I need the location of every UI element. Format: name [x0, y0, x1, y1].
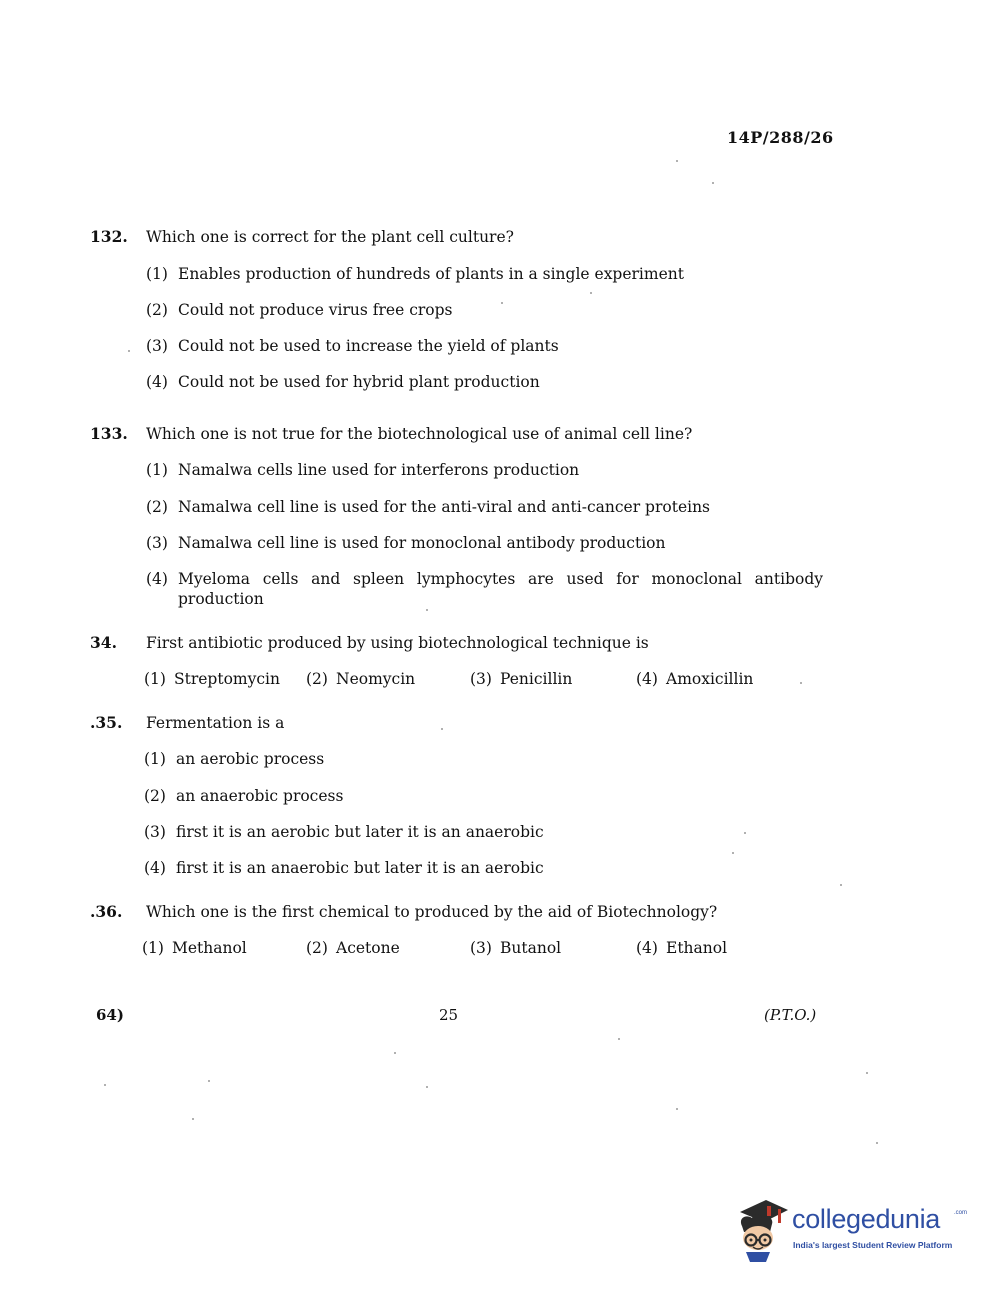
- option: [144, 822, 824, 842]
- option: [636, 669, 753, 689]
- option-number: (4): [144, 859, 166, 877]
- option-text: Acetone: [336, 939, 400, 957]
- option: [146, 460, 826, 480]
- option-number: (1): [146, 265, 168, 283]
- option: [636, 938, 727, 958]
- option-text: Amoxicillin: [666, 670, 754, 688]
- option-text: Ethanol: [666, 939, 728, 957]
- footer-code: 64): [96, 1006, 124, 1024]
- option-number: (3): [146, 534, 168, 552]
- option: [142, 938, 247, 958]
- question-text: Which one is not true for the biotechnological use of animal cell line?: [146, 425, 693, 443]
- option: [144, 749, 824, 769]
- brand-name: collegedunia: [792, 1204, 941, 1234]
- question-text: Which one is the first chemical to produced by the aid of Biotechnology?: [146, 903, 718, 921]
- option-number: (4): [146, 373, 168, 391]
- option-text: Streptomycin: [174, 670, 280, 688]
- option-text: Namalwa cell line is used for monoclonal antibody production: [178, 534, 666, 552]
- option-number: (3): [144, 823, 166, 841]
- option: [144, 786, 824, 806]
- option-number: (3): [146, 337, 168, 355]
- option-text: Could not be used for hybrid plant production: [178, 373, 540, 391]
- option-number: (2): [306, 670, 328, 688]
- option-number: (2): [306, 939, 328, 957]
- question-number: 133.: [90, 424, 128, 443]
- page-number: 25: [439, 1006, 459, 1024]
- option: [146, 372, 826, 392]
- question-number: .35.: [90, 713, 123, 732]
- option-number: (2): [146, 301, 168, 319]
- scan-speck: [501, 302, 503, 304]
- option-text: first it is an anaerobic but later it is an aerobic: [176, 859, 544, 877]
- option: [146, 300, 826, 320]
- scan-speck: [732, 852, 734, 854]
- question-number: .36.: [90, 902, 123, 921]
- option: [470, 938, 561, 958]
- option: [146, 533, 826, 553]
- option-text: Penicillin: [500, 670, 573, 688]
- paper-code: 14P/288/26: [727, 128, 834, 147]
- scan-speck: [394, 1052, 396, 1054]
- option-text: Could not be used to increase the yield of plants: [178, 337, 559, 355]
- option-text: first it is an aerobic but later it is an anaerobic: [176, 823, 544, 841]
- brand-tagline: India's largest Student Review Platform: [793, 1240, 953, 1250]
- option-number: (4): [636, 939, 658, 957]
- scan-speck: [840, 884, 842, 886]
- option-number: (1): [144, 670, 166, 688]
- option-text: an anaerobic process: [176, 787, 344, 805]
- option-number: (1): [146, 461, 168, 479]
- option: [144, 858, 824, 878]
- option-text: Enables production of hundreds of plants in a single experiment: [178, 265, 684, 283]
- option-text: Butanol: [500, 939, 562, 957]
- option: [146, 336, 826, 356]
- collegedunia-logo: [736, 1196, 966, 1266]
- option-number: (1): [144, 750, 166, 768]
- option: [470, 669, 572, 689]
- question-number: 34.: [90, 633, 117, 652]
- scan-speck: [676, 1108, 678, 1110]
- scan-speck: [441, 728, 443, 730]
- option-number: (2): [144, 787, 166, 805]
- option-text: Could not produce virus free crops: [178, 301, 453, 319]
- scan-speck: [866, 1072, 868, 1074]
- question-text: First antibiotic produced by using biotechnological technique is: [146, 634, 649, 652]
- option: [146, 569, 826, 609]
- question-text: Fermentation is a: [146, 714, 285, 732]
- scan-speck: [712, 182, 714, 184]
- option: [146, 264, 826, 284]
- option-number: (1): [142, 939, 164, 957]
- scan-speck: [192, 1118, 194, 1120]
- brand-suffix: .com: [954, 1210, 968, 1216]
- scan-speck: [426, 1086, 428, 1088]
- option-text: Myeloma cells and spleen lymphocytes are used for monoclonal antibody production: [178, 570, 823, 608]
- scan-speck: [208, 1080, 210, 1082]
- scan-speck: [676, 160, 678, 162]
- option: [146, 497, 826, 517]
- question-text: Which one is correct for the plant cell culture?: [146, 228, 514, 246]
- option-number: (4): [636, 670, 658, 688]
- option-number: (3): [470, 939, 492, 957]
- option-number: (4): [146, 570, 168, 588]
- option: [144, 669, 280, 689]
- mascot-icon: [736, 1196, 792, 1266]
- scan-speck: [618, 1038, 620, 1040]
- question-number: 132.: [90, 227, 128, 246]
- option: [306, 938, 400, 958]
- option-number: (3): [470, 670, 492, 688]
- scan-speck: [590, 292, 592, 294]
- scan-speck: [876, 1142, 878, 1144]
- option-number: (2): [146, 498, 168, 516]
- scan-speck: [128, 350, 130, 352]
- scan-speck: [800, 682, 802, 684]
- scan-speck: [744, 832, 746, 834]
- option-text: Neomycin: [336, 670, 416, 688]
- option-text: an aerobic process: [176, 750, 325, 768]
- scan-speck: [426, 609, 428, 611]
- option-text: Namalwa cell line is used for the anti-viral and anti-cancer proteins: [178, 498, 711, 516]
- scan-speck: [104, 1084, 106, 1086]
- option-text: Namalwa cells line used for interferons production: [178, 461, 580, 479]
- pto-label: (P.T.O.): [764, 1006, 817, 1024]
- option: [306, 669, 415, 689]
- option-text: Methanol: [172, 939, 247, 957]
